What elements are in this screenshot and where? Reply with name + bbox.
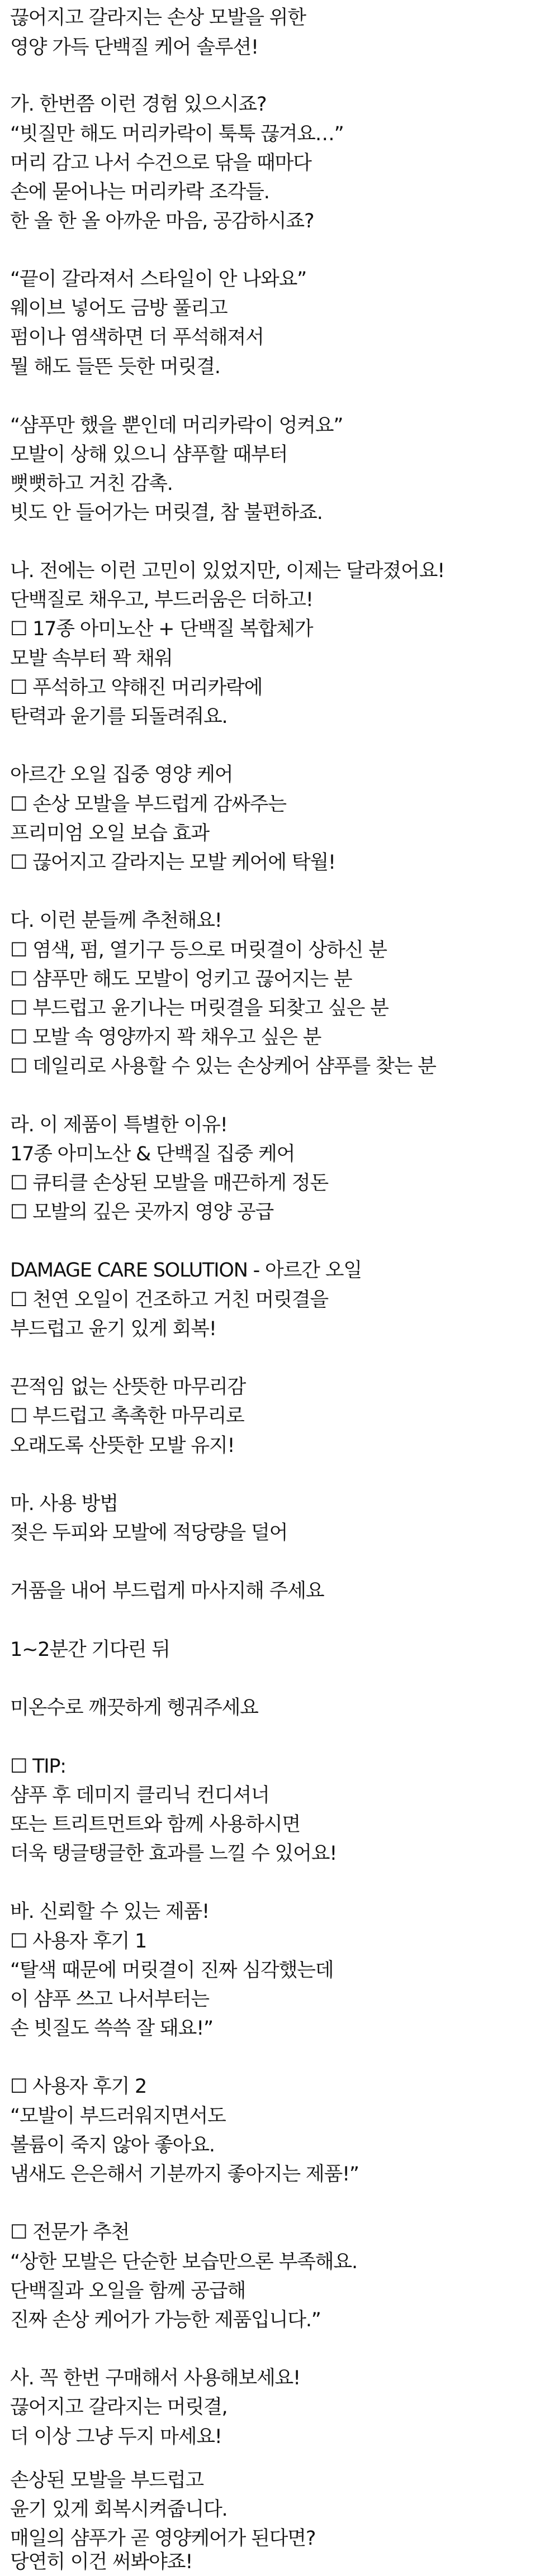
text-line: 진짜 손상 케어가 가능한 제품입니다.” — [10, 2309, 321, 2331]
text-line: 손상된 모발을 부드럽고 — [10, 2469, 203, 2492]
text-line: “상한 모발은 단순한 보습만으론 부족해요. — [10, 2251, 357, 2273]
text-line: ☐ 모발 속 영양까지 꽉 채우고 싶은 분 — [10, 1026, 321, 1049]
text-line: 끊어지고 갈라지는 머릿결, — [10, 2396, 228, 2418]
text-line: 손 빗질도 쓱쓱 잘 돼요!” — [10, 2017, 213, 2040]
text-line: 빗도 안 들어가는 머릿결, 참 불편하죠. — [10, 502, 323, 524]
text-line: ☐ 데일리로 사용할 수 있는 손상케어 샴푸를 찾는 분 — [10, 1055, 436, 1078]
text-line: 더 이상 그냥 두지 마세요! — [10, 2426, 222, 2448]
text-line: 끊어지고 갈라지는 손상 모발을 위한 — [10, 7, 306, 29]
text-line: 냄새도 은은해서 기분까지 좋아지는 제품!” — [10, 2163, 359, 2185]
text-line: 샴푸 후 데미지 클리닉 컨디셔너 — [10, 1784, 269, 1807]
text-line: ☐ 큐티클 손상된 모발을 매끈하게 정돈 — [10, 1172, 328, 1194]
text-line: 뭘 해도 들뜬 듯한 머릿결. — [10, 356, 220, 378]
text-line: 1~2분간 기다린 뒤 — [10, 1639, 170, 1661]
text-line: ☐ 사용자 후기 1 — [10, 1930, 147, 1953]
text-line: ☐ 사용자 후기 2 — [10, 2075, 147, 2098]
text-line: “탈색 때문에 머릿결이 진짜 심각했는데 — [10, 1959, 334, 1982]
text-line: 더욱 탱글탱글한 효과를 느낄 수 있어요! — [10, 1842, 337, 1865]
text-line: 젖은 두피와 모발에 적당량을 덜어 — [10, 1522, 288, 1544]
text-line: 한 올 한 올 아까운 마음, 공감하시죠? — [10, 210, 314, 232]
text-line: ☐ 천연 오일이 건조하고 거친 머릿결을 — [10, 1289, 328, 1311]
section-heading: 라. 이 제품이 특별한 이유! — [10, 1114, 228, 1136]
text-line: 펌이나 염색하면 더 푸석해져서 — [10, 326, 264, 349]
text-line: “끝이 갈라져서 스타일이 안 나와요” — [10, 268, 307, 291]
text-line: 17종 아미노산 & 단백질 집중 케어 — [10, 1143, 295, 1165]
text-line: ☐ 염색, 펌, 열기구 등으로 머릿결이 상하신 분 — [10, 939, 387, 961]
text-line: ☐ 전문가 추천 — [10, 2221, 130, 2244]
section-heading: 다. 이런 분들께 추천해요! — [10, 910, 222, 932]
text-line: 프리미엄 오일 보습 효과 — [10, 822, 209, 845]
text-line: 모발 속부터 꽉 채워 — [10, 647, 173, 670]
text-line: 머리 감고 나서 수건으로 닦을 때마다 — [10, 152, 311, 174]
text-line: 영양 가득 단백질 케어 솔루션! — [10, 36, 258, 59]
text-line: 뻣뻣하고 거친 감촉. — [10, 473, 173, 495]
text-line: “모발이 부드러워지면서도 — [10, 2105, 226, 2127]
section-heading: 나. 전에는 이런 고민이 있었지만, 이제는 달라졌어요! — [10, 560, 445, 582]
text-line: 또는 트리트먼트와 함께 사용하시면 — [10, 1813, 300, 1836]
text-line: 모발이 상해 있으니 샴푸할 때부터 — [10, 444, 288, 466]
text-line: ☐ 부드럽고 윤기나는 머릿결을 되찾고 싶은 분 — [10, 997, 389, 1020]
section-heading: 마. 사용 방법 — [10, 1493, 118, 1515]
text-line: 웨이브 넣어도 금방 풀리고 — [10, 297, 228, 320]
text-line: ☐ 푸석하고 약해진 머리카락에 — [10, 677, 263, 699]
text-line: 손에 묻어나는 머리카락 조각들. — [10, 181, 269, 203]
text-line: ☐ TIP: — [10, 1755, 66, 1778]
text-line: 당연히 이건 써봐야죠! — [10, 2551, 193, 2573]
text-line: 매일의 샴푸가 곧 영양케어가 된다면? — [10, 2527, 316, 2550]
text-line: ☐ 모발의 깊은 곳까지 영양 공급 — [10, 1201, 274, 1223]
text-line: 단백질과 오일을 함께 공급해 — [10, 2280, 246, 2302]
section-heading: 바. 신뢰할 수 있는 제품! — [10, 1901, 209, 1923]
text-line: 윤기 있게 회복시켜줍니다. — [10, 2498, 228, 2521]
text-line: 탄력과 윤기를 되돌려줘요. — [10, 706, 228, 728]
text-line: ☐ 끊어지고 갈라지는 모발 케어에 탁월! — [10, 851, 335, 874]
text-line: ☐ 손상 모발을 부드럽게 감싸주는 — [10, 793, 286, 816]
text-line: ☐ 샴푸만 해도 모발이 엉키고 끊어지는 분 — [10, 968, 352, 991]
text-line: 미온수로 깨끗하게 헹궈주세요 — [10, 1697, 258, 1719]
text-line: 이 샴푸 쓰고 나서부터는 — [10, 1988, 209, 2011]
section-heading: 사. 꼭 한번 구매해서 사용해보세요! — [10, 2367, 300, 2389]
text-line: 단백질로 채우고, 부드러움은 더하고! — [10, 589, 313, 611]
text-line: “빗질만 해도 머리카락이 툭툭 끊겨요…” — [10, 123, 344, 145]
text-line: 아르간 오일 집중 영양 케어 — [10, 764, 233, 786]
text-line: ☐ 17종 아미노산 + 단백질 복합체가 — [10, 618, 313, 640]
text-line: 오래도록 산뜻한 모발 유지! — [10, 1435, 235, 1457]
text-line: ☐ 부드럽고 촉촉한 마무리로 — [10, 1405, 244, 1427]
text-line: 거품을 내어 부드럽게 마사지해 주세요 — [10, 1580, 324, 1602]
text-line: 볼륨이 죽지 않아 좋아요. — [10, 2134, 215, 2156]
text-line: 끈적임 없는 산뜻한 마무리감 — [10, 1376, 246, 1398]
section-heading: 가. 한번쯤 이런 경험 있으시죠? — [10, 93, 267, 116]
text-line: 부드럽고 윤기 있게 회복! — [10, 1318, 216, 1340]
text-line: DAMAGE CARE SOLUTION - 아르간 오일 — [10, 1259, 362, 1282]
text-line: “샴푸만 했을 뿐인데 머리카락이 엉켜요” — [10, 415, 343, 437]
